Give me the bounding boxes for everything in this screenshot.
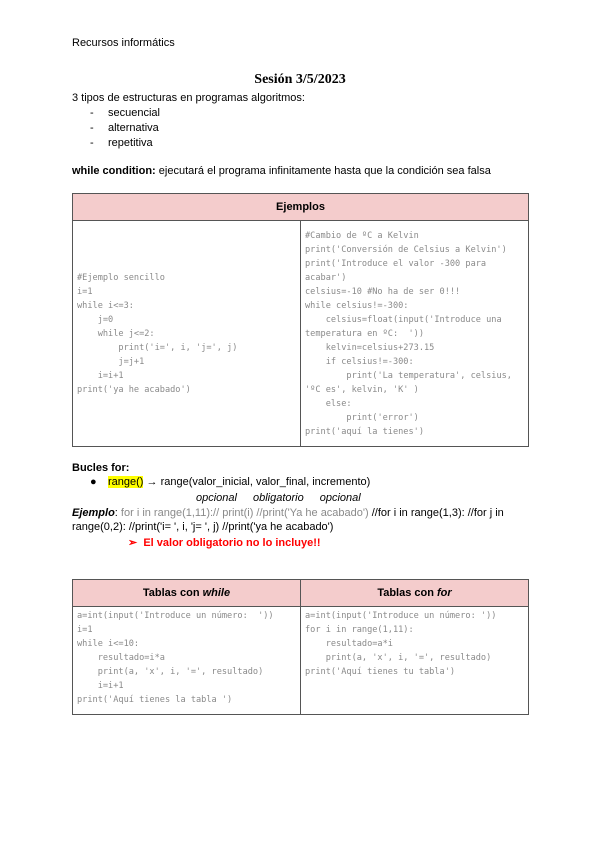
header-keyword: while	[202, 587, 231, 599]
range-signature: → range(valor_inicial, valor_final, incremento)	[143, 476, 371, 488]
ejemplos-header: Ejemplos	[73, 194, 529, 221]
ejemplo-colon: :	[114, 507, 121, 519]
header-keyword: for	[437, 587, 452, 599]
list-item-label: repetitiva	[108, 137, 153, 149]
ejemplos-table	[72, 193, 529, 447]
list-dash: -	[90, 137, 94, 149]
tablas-while-header	[73, 580, 301, 607]
warning-text: El valor obligatorio no lo incluye!!	[143, 537, 321, 549]
arg-label: opcional	[319, 492, 361, 504]
ejemplo-label: Ejemplo	[72, 507, 115, 519]
intro-text: 3 tipos de estructuras en programas algoritmos:	[72, 92, 305, 104]
header-prefix: Tablas con	[142, 587, 203, 599]
ejemplo-line	[72, 507, 504, 519]
tablas-for-header	[301, 580, 529, 607]
page-title: Sesión 3/5/2023	[254, 72, 346, 87]
tablas-for-cell	[301, 607, 529, 715]
page-header: Recursos informátics	[72, 37, 175, 49]
range-arg-labels	[196, 492, 377, 504]
structures-list	[90, 106, 160, 151]
range-bullet	[90, 476, 370, 488]
list-dash: -	[90, 107, 94, 119]
list-item	[90, 136, 160, 151]
tablas-while-cell	[73, 607, 301, 715]
while-definition	[72, 165, 491, 177]
header-prefix: Tablas con	[377, 587, 438, 599]
list-item-label: alternativa	[108, 122, 159, 134]
list-item	[90, 106, 160, 121]
code-block-while-table: a=int(input('Introduce un número: ')) i=1 while i<=10: resultado=i*a print(a, 'x', i, '=', resultado) i=i+1 print('Aquí tienes la tabla ')	[77, 611, 274, 705]
warning-note	[128, 536, 321, 549]
arrow-icon: ➢	[128, 537, 138, 549]
ejemplo-rest: //for i in range(1,3): //for j in	[368, 507, 504, 519]
ejemplos-left-cell	[73, 221, 301, 447]
code-block-kelvin: #Cambio de ºC a Kelvin print('Conversión de Celsius a Kelvin') print('Introduce el valor -300 para acabar') celsius=-10 #No ha de ser 0!!! while celsius!=-300: celsius=float(input('Introduce una temperatura en ºC: ')) kelvin=celsius+273.15 if celsius!=-300: print('La temperatura', celsius, 'ºC es', kelvin, 'K' ) else: print('error') print('aquí la tienes')	[305, 230, 512, 437]
ejemplos-right-cell	[301, 221, 529, 447]
tablas-table	[72, 579, 529, 715]
arg-label: opcional	[196, 492, 237, 504]
ejemplo-line-continued: range(0,2): //print('i= ', i, 'j= ', j) //print('ya he acabado')	[72, 521, 334, 533]
arg-label: obligatorio	[252, 492, 304, 504]
code-block-for-table: a=int(input('Introduce un número: ')) for i in range(1,11): resultado=a*i print(a, 'x', i, '=', resultado) print('Aquí tienes tu tabla')	[305, 611, 497, 677]
list-item-label: secuencial	[108, 107, 160, 119]
bucles-title: Bucles for:	[72, 462, 130, 474]
list-dash: -	[90, 122, 94, 134]
ejemplo-grey-code: for i in range(1,11):// print(i) //print('Ya he acabado')	[120, 507, 369, 519]
code-block-simple: #Ejemplo sencillo i=1 while i<=3: j=0 while j<=2: print('i=', i, 'j=', j) j=j+1 i=i+1 print('ya he acabado')	[77, 272, 238, 395]
bullet-icon: ●	[90, 476, 97, 488]
while-term: while condition:	[72, 165, 156, 177]
while-description: ejecutará el programa infinitamente hasta que la condición sea falsa	[155, 165, 491, 177]
list-item	[90, 121, 160, 136]
range-highlight: range()	[108, 476, 144, 488]
